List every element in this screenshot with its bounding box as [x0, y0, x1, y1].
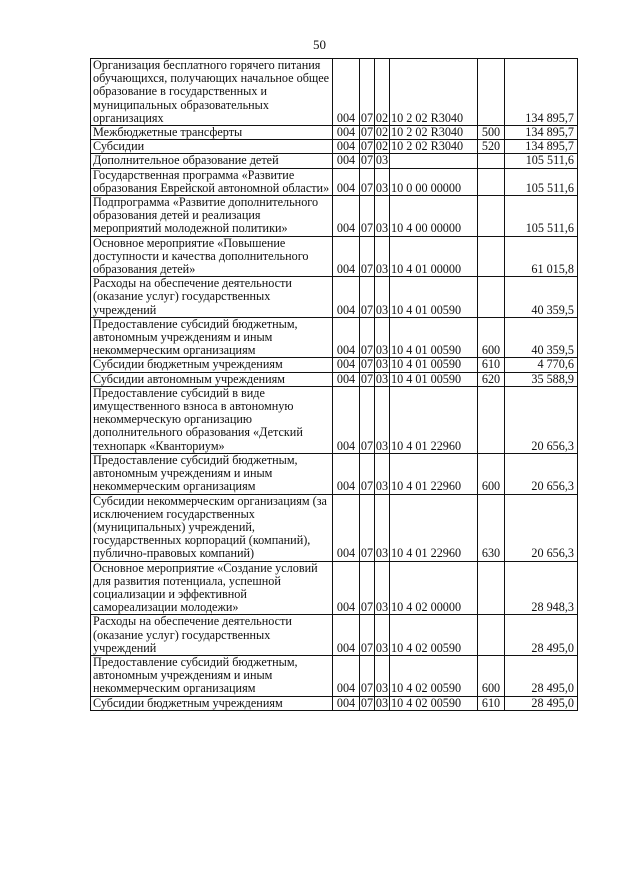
row-name: Предоставление субсидий бюджетным, автономным учреждениям и иным некоммерческим организациям	[91, 453, 333, 494]
row-subsection-code: 03	[375, 196, 390, 237]
row-amount: 20 656,3	[505, 453, 578, 494]
table-row	[91, 317, 578, 358]
row-amount: 28 495,0	[505, 696, 578, 710]
row-subsection-code: 03	[375, 561, 390, 615]
table-row	[91, 277, 578, 318]
row-subsection-code: 03	[375, 317, 390, 358]
row-expense-type: 620	[478, 372, 505, 386]
table-row	[91, 494, 578, 561]
row-amount: 134 895,7	[505, 140, 578, 154]
row-ministry-code: 004	[333, 277, 360, 318]
row-subsection-code: 03	[375, 168, 390, 195]
row-subsection-code: 02	[375, 125, 389, 140]
table-row	[91, 386, 578, 453]
row-subsection-code: 03	[375, 372, 389, 386]
row-name: Расходы на обеспечение деятельности (оказание услуг) государственных учреждений	[91, 277, 333, 318]
row-expense-type: 600	[478, 317, 505, 358]
row-amount: 35 588,9	[505, 372, 578, 386]
row-target-item-code: 10 4 02 00590	[390, 655, 478, 696]
row-name: Субсидии некоммерческим организациям (за исключением государственных (муниципальных) учреждений, государственных корпораций (компаний), публично-правовых компаний)	[91, 494, 333, 561]
row-section-code: 07	[360, 196, 375, 237]
row-section-code: 07	[360, 615, 375, 656]
row-amount: 105 511,6	[505, 154, 578, 168]
row-amount: 28 495,0	[505, 655, 578, 696]
row-subsection-code: 03	[375, 453, 390, 494]
row-section-code: 07	[360, 386, 375, 453]
row-target-item-code: 10 4 00 00000	[390, 196, 478, 237]
row-expense-type: 630	[478, 494, 505, 561]
row-section-code: 07	[360, 561, 375, 615]
row-expense-type	[478, 59, 505, 126]
row-subsection-code: 03	[375, 357, 389, 372]
row-subsection-code: 03	[375, 236, 390, 277]
row-ministry-code: 004	[333, 372, 360, 386]
row-ministry-code: 004	[333, 386, 360, 453]
table-row	[91, 154, 578, 168]
row-expense-type: 520	[478, 140, 505, 154]
row-amount: 20 656,3	[505, 494, 578, 561]
row-section-code: 07	[360, 236, 375, 277]
row-section-code: 07	[360, 277, 375, 318]
row-expense-type: 600	[478, 453, 505, 494]
row-section-code: 07	[360, 125, 374, 140]
row-expense-type	[478, 196, 505, 237]
row-ministry-code: 004	[333, 317, 360, 358]
table-row	[91, 655, 578, 696]
row-name: Дополнительное образование детей	[91, 154, 333, 168]
row-name: Межбюджетные трансферты	[91, 126, 333, 140]
row-section-code: 07	[360, 168, 375, 195]
row-name: Основное мероприятие «Повышение доступности и качества дополнительного образования детей»	[91, 236, 333, 277]
row-section-code: 07	[360, 696, 374, 710]
row-section-code: 07	[360, 494, 375, 561]
row-subsection-code: 03	[375, 153, 389, 168]
row-amount: 40 359,5	[505, 277, 578, 318]
row-target-item-code: 10 4 01 00000	[390, 236, 478, 277]
row-target-item-code	[390, 154, 478, 168]
row-expense-type	[478, 154, 505, 168]
row-ministry-code: 004	[333, 236, 360, 277]
row-expense-type	[478, 277, 505, 318]
row-ministry-code: 004	[333, 696, 360, 710]
row-name: Предоставление субсидий в виде имущественного взноса в автономную некоммерческую организацию дополнительного образования «Детский технопарк «Кванториум»	[91, 386, 333, 453]
row-amount: 134 895,7	[505, 126, 578, 140]
row-target-item-code: 10 4 02 00000	[390, 561, 478, 615]
row-expense-type: 610	[478, 696, 505, 710]
row-target-item-code: 10 2 02 R3040	[390, 126, 478, 140]
row-subsection-code: 03	[375, 615, 390, 656]
row-subsection-code: 03	[375, 655, 390, 696]
row-amount: 4 770,6	[505, 358, 578, 372]
page-number: 50	[313, 37, 326, 52]
table-row	[91, 615, 578, 656]
row-name: Субсидии бюджетным учреждениям	[91, 358, 333, 372]
row-target-item-code: 10 4 02 00590	[390, 696, 478, 710]
row-target-item-code: 10 4 01 00590	[390, 277, 478, 318]
row-amount: 134 895,7	[505, 59, 578, 126]
row-expense-type	[478, 236, 505, 277]
row-ministry-code: 004	[333, 154, 360, 168]
table-row	[91, 140, 578, 154]
row-section-code: 07	[360, 153, 374, 168]
row-target-item-code: 10 4 01 00590	[390, 358, 478, 372]
table-row	[91, 372, 578, 386]
row-subsection-code: 03	[375, 277, 390, 318]
row-ministry-code: 004	[333, 140, 360, 154]
row-ministry-code: 004	[333, 358, 360, 372]
row-section-code: 07	[360, 453, 375, 494]
table-row	[91, 168, 578, 195]
row-target-item-code: 10 2 02 R3040	[390, 140, 478, 154]
table-row	[91, 236, 578, 277]
row-expense-type	[478, 386, 505, 453]
row-section-code: 07	[360, 372, 374, 386]
row-target-item-code: 10 4 01 22960	[390, 494, 478, 561]
row-amount: 40 359,5	[505, 317, 578, 358]
row-ministry-code: 004	[333, 561, 360, 615]
row-target-item-code: 10 0 00 00000	[390, 168, 478, 195]
row-ministry-code: 004	[333, 494, 360, 561]
row-target-item-code: 10 4 02 00590	[390, 615, 478, 656]
row-amount: 28 495,0	[505, 615, 578, 656]
row-name: Организация бесплатного горячего питания обучающихся, получающих начальное общее образование в государственных и муниципальных образовательных организациях	[91, 59, 333, 126]
table-row	[91, 453, 578, 494]
row-amount: 105 511,6	[505, 168, 578, 195]
row-section-code: 07	[360, 139, 374, 154]
row-expense-type: 600	[478, 655, 505, 696]
row-ministry-code: 004	[333, 655, 360, 696]
row-name: Подпрограмма «Развитие дополнительного образования детей и реализация мероприятий молодежной политики»	[91, 196, 333, 237]
row-name: Субсидии	[91, 140, 333, 154]
row-subsection-code: 03	[375, 386, 390, 453]
row-target-item-code: 10 2 02 R3040	[390, 59, 478, 126]
row-ministry-code: 004	[333, 196, 360, 237]
row-expense-type	[478, 615, 505, 656]
row-target-item-code: 10 4 01 22960	[390, 386, 478, 453]
row-subsection-code: 02	[375, 139, 389, 154]
table-row	[91, 126, 578, 140]
row-amount: 20 656,3	[505, 386, 578, 453]
row-section-code: 07	[360, 357, 374, 372]
row-target-item-code: 10 4 01 22960	[390, 453, 478, 494]
row-subsection-code: 02	[375, 59, 390, 126]
table-row	[91, 59, 578, 126]
row-expense-type	[478, 561, 505, 615]
row-name: Расходы на обеспечение деятельности (оказание услуг) государственных учреждений	[91, 615, 333, 656]
row-subsection-code: 03	[375, 696, 389, 710]
row-amount: 61 015,8	[505, 236, 578, 277]
row-target-item-code: 10 4 01 00590	[390, 372, 478, 386]
row-name: Предоставление субсидий бюджетным, автономным учреждениям и иным некоммерческим организациям	[91, 655, 333, 696]
row-subsection-code: 03	[375, 494, 390, 561]
row-amount: 105 511,6	[505, 196, 578, 237]
row-ministry-code: 004	[333, 615, 360, 656]
row-name: Основное мероприятие «Создание условий для развития потенциала, успешной социализации и эффективной самореализации молодежи»	[91, 561, 333, 615]
row-target-item-code: 10 4 01 00590	[390, 317, 478, 358]
row-ministry-code: 004	[333, 126, 360, 140]
row-amount: 28 948,3	[505, 561, 578, 615]
row-name: Субсидии автономным учреждениям	[91, 372, 333, 386]
row-section-code: 07	[360, 655, 375, 696]
row-name: Предоставление субсидий бюджетным, автономным учреждениям и иным некоммерческим организациям	[91, 317, 333, 358]
row-section-code: 07	[360, 59, 375, 126]
row-ministry-code: 004	[333, 453, 360, 494]
row-ministry-code: 004	[333, 168, 360, 195]
row-name: Субсидии бюджетным учреждениям	[91, 696, 333, 710]
table-row	[91, 358, 578, 372]
table-row	[91, 561, 578, 615]
row-name: Государственная программа «Развитие образования Еврейской автономной области»	[91, 168, 333, 195]
budget-table-body	[91, 59, 578, 711]
row-expense-type: 500	[478, 126, 505, 140]
row-ministry-code: 004	[333, 59, 360, 126]
table-row	[91, 196, 578, 237]
row-section-code: 07	[360, 317, 375, 358]
row-expense-type	[478, 168, 505, 195]
table-row	[91, 696, 578, 710]
row-expense-type: 610	[478, 358, 505, 372]
budget-table	[90, 58, 578, 711]
